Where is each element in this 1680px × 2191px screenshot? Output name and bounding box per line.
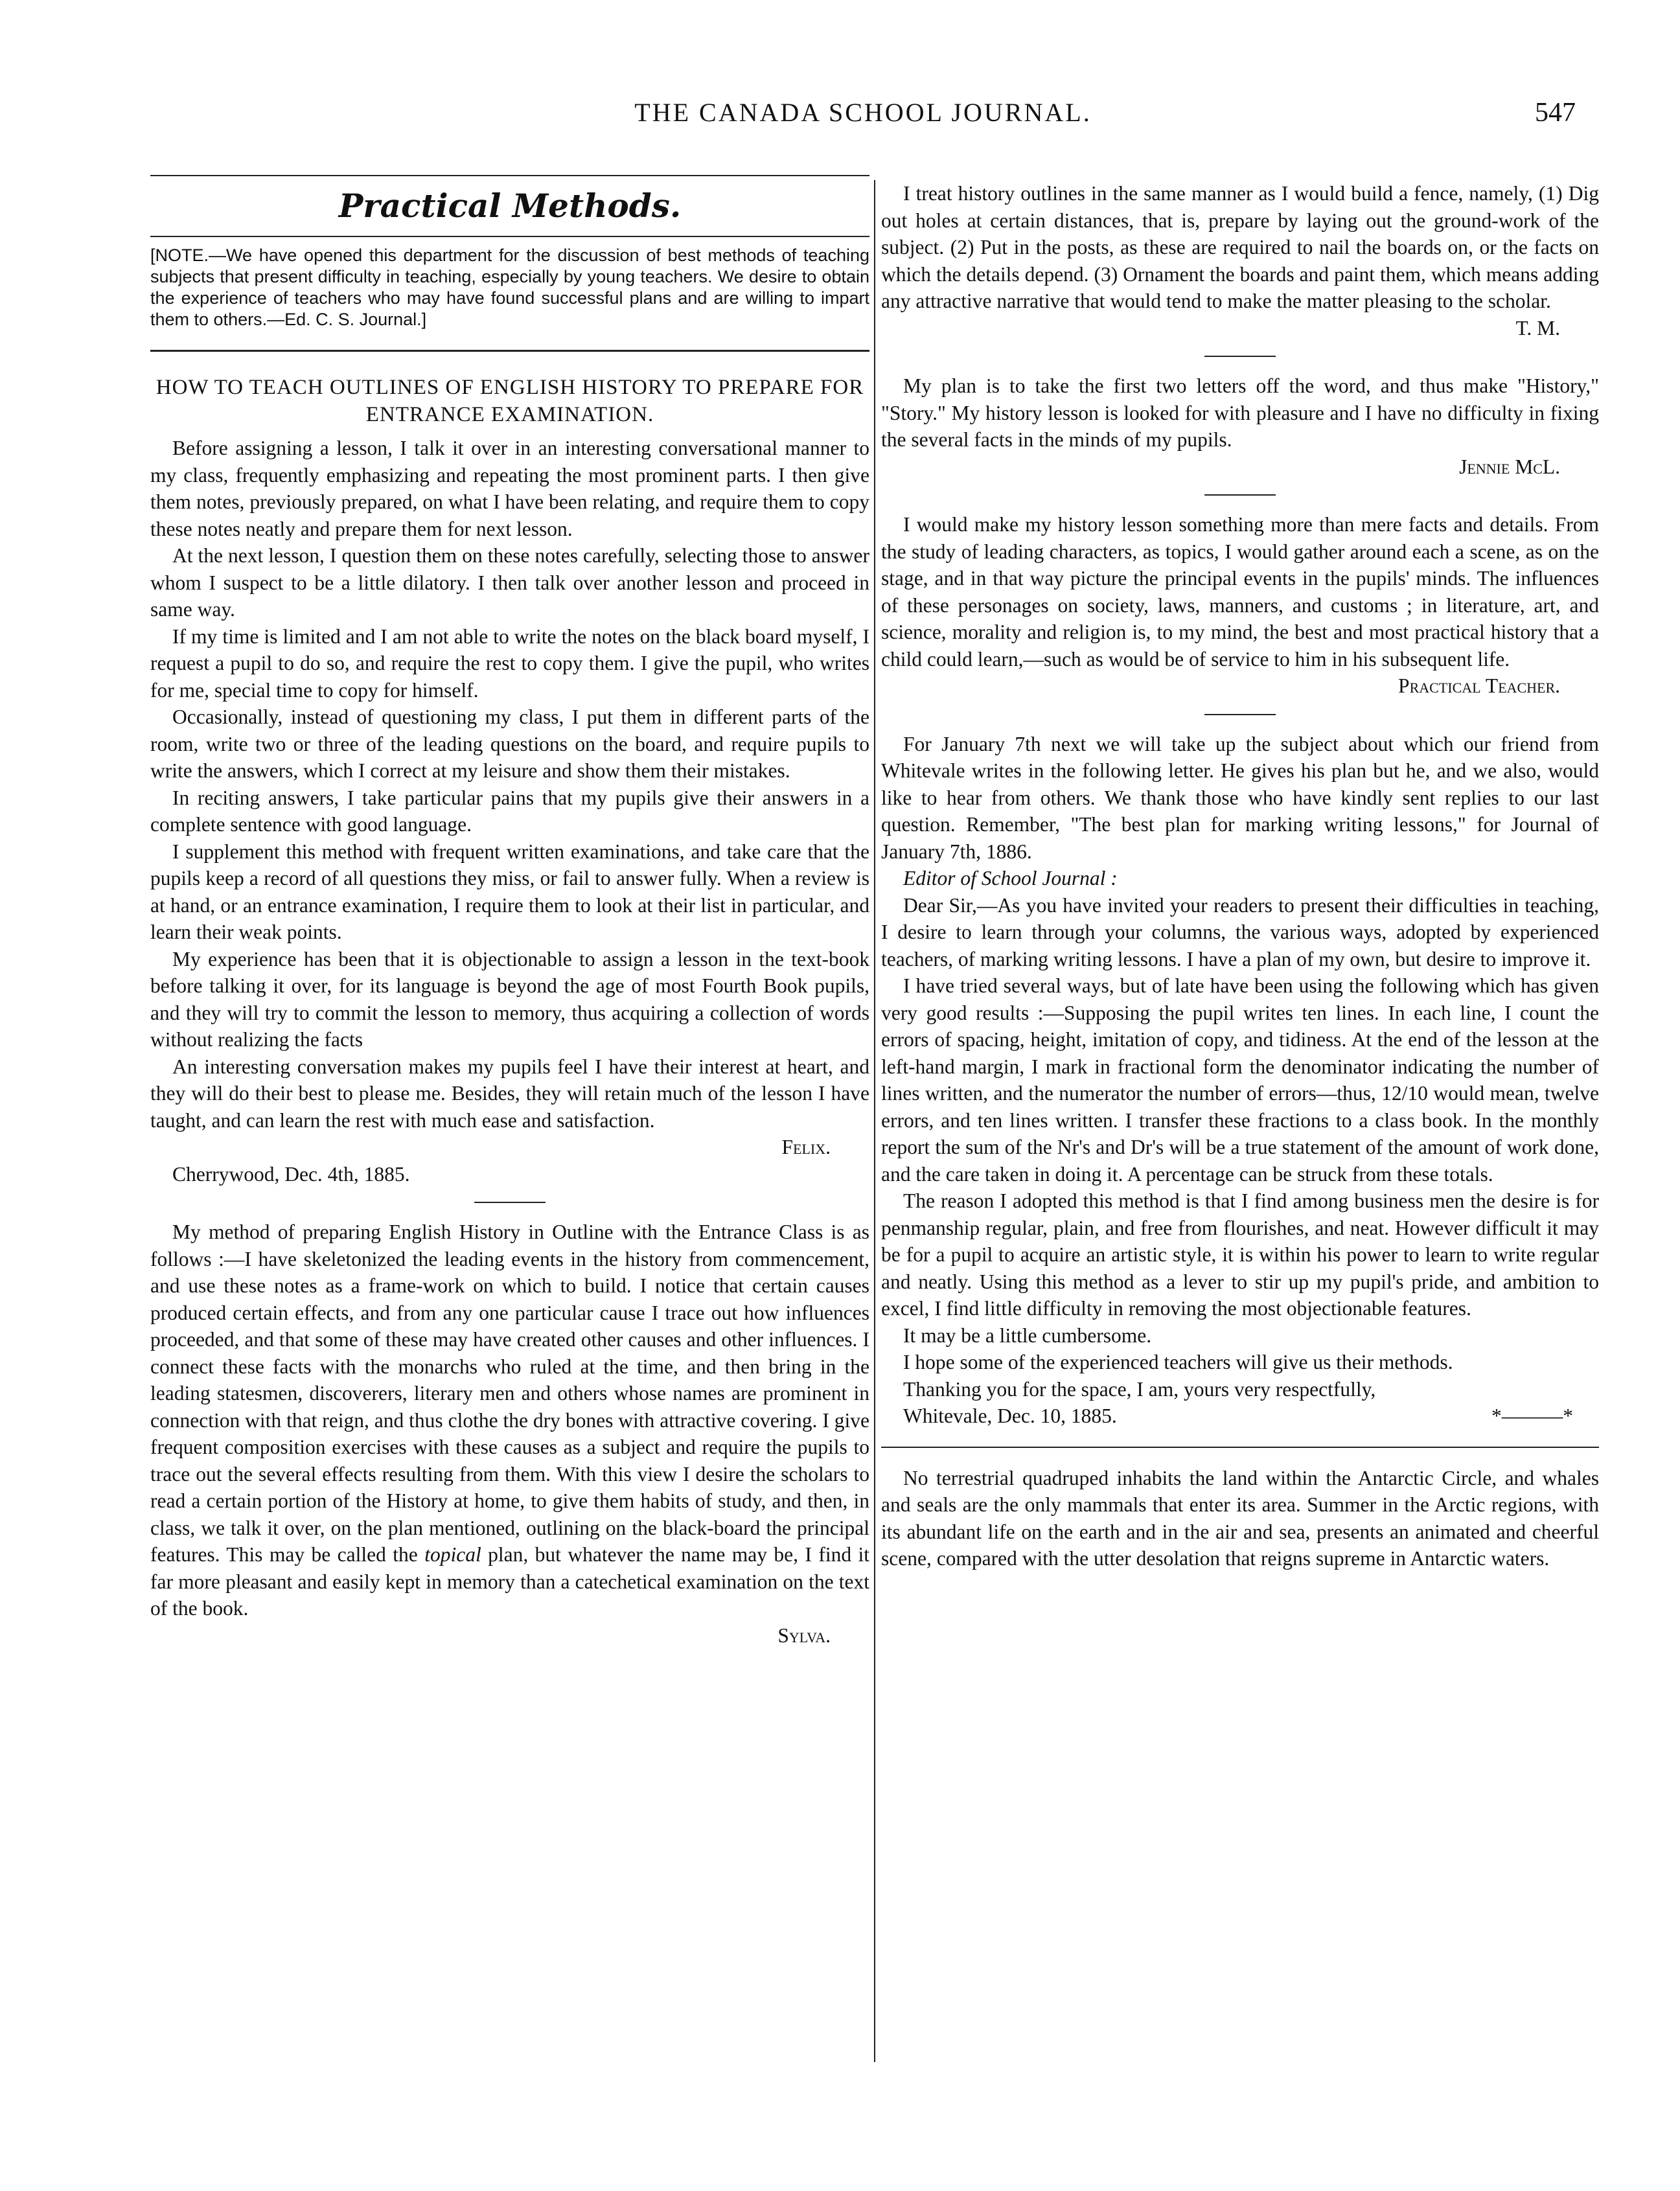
paragraph: For January 7th next we will take up the subject about which our friend from Whitevale writes in the following letter. He gives his plan but he, and we also, would like to hear from others. We thank those who have kindly sent replies to our last question. Remember, "The best plan for marking writing lessons," for Journal of January 7th, 1886. bbox=[881, 732, 1599, 863]
paragraph: Before assigning a lesson, I talk it over in an interesting conversational manner to my class, frequently emphasizing and repeating the most prominent parts. I then give them notes, previously prepared, on what I have been relating, and require them to copy these notes neatly and prepare them for next lesson. bbox=[150, 437, 869, 540]
paragraph: No terrestrial quadruped inhabits the land within the Antarctic Circle, and whales and seals are the only mammals that enter its area. Summer in the Arctic regions, with its abundant life on the earth and in the air and sea, presents an animated and cheerful scene, compared with the utter desolation that reigns supreme in Antarctic waters. bbox=[881, 1466, 1599, 1570]
paragraph: Dear Sir,—As you have invited your readers to present their difficulties in teaching, I desire to learn through your columns, the various ways, adopted by experienced teachers, of marking writing lessons. I have a plan of my own, but desire to improve it. bbox=[881, 893, 1599, 970]
signature: T. M. bbox=[1515, 316, 1560, 339]
journal-title: THE CANADA SCHOOL JOURNAL. bbox=[634, 98, 1092, 127]
paragraph: My plan is to take the first two letters off the word, and thus make "History," "Story." My history lesson is looked for with pleasure and I have no difficulty in fixing the several facts in the minds of my pupils. bbox=[881, 374, 1599, 451]
place-date: Cherrywood, Dec. 4th, 1885. bbox=[172, 1162, 410, 1186]
closing-line: Thanking you for the space, I am, yours very respectfully, bbox=[903, 1377, 1376, 1401]
signature: Practical Teacher. bbox=[1398, 674, 1560, 697]
paragraph: If my time is limited and I am not able to write the notes on the black board myself, I request a pupil to do so, and require the rest to copy them. I give the pupil, who writes for me, special time to copy for himself. bbox=[150, 625, 869, 702]
paragraph: I supplement this method with frequent written examinations, and take care that the pupils keep a record of all questions they miss, or fail to answer fully. When a review is at hand, or an entrance examination, I require them to look at their list in particular, and learn their weak points. bbox=[150, 840, 869, 943]
separator-rule bbox=[474, 1202, 546, 1203]
left-column bbox=[150, 180, 869, 1649]
signature: Sylva. bbox=[777, 1623, 831, 1647]
paragraph: Occasionally, instead of questioning my class, I put them in different parts of the room, write two or three of the leading questions on the board, and require pupils to write the answers, which I correct at my leisure and show them their mistakes. bbox=[150, 705, 869, 782]
paragraph: My experience has been that it is objectionable to assign a lesson in the text-book before talking it over, for its language is beyond the age of most Fourth Book pupils, and they will try to commit the lesson to memory, thus acquiring a collection of words without realizing the facts bbox=[150, 947, 869, 1051]
separator-rule bbox=[1204, 494, 1276, 496]
signature-stars: *———* bbox=[1491, 1405, 1573, 1427]
separator-rule bbox=[1204, 356, 1276, 357]
editor-salutation: Editor of School Journal : bbox=[903, 867, 1118, 889]
paragraph: It may be a little cumbersome. bbox=[903, 1324, 1152, 1347]
right-column bbox=[881, 180, 1599, 1572]
letter-signoff bbox=[881, 1403, 1599, 1430]
paragraph: I treat history outlines in the same manner as I would build a fence, namely, (1) Dig out holes at certain distances, that is, prepare by laying out the ground-work of the subject. (2) Put in the posts, as these are required to nail the boards on, or the facts on which the details depend. (3) Ornament the boards and paint them, which means adding any attractive narrative that would tend to make the matter pleasing to the scholar. bbox=[881, 182, 1599, 312]
article-title: HOW TO TEACH OUTLINES OF ENGLISH HISTORY TO PREPARE FOR ENTRANCE EXAMINATION. bbox=[155, 376, 864, 426]
paragraph: My method of preparing English History in Outline with the Entrance Class is as follows :—I have skeletonized the leading events in the history from commencement, and use these notes as a frame-work on which to build. I notice that certain causes produced certain effects, and from any one particular cause I trace out how influences proceeded, and that some of these may have created other causes and other influences. I connect these facts with the monarchs who ruled at the time, and then bring in the leading statesmen, discoverers, literary men and others whose names are prominent in connection with that reign, and thus clothe the dry bones with attractive covering. I give frequent composition exercises with these causes as a subject and require the pupils to trace out the several effects resulting from them. With this view I desire the scholars to read a certain portion of the History at home, to give them habits of study, and then, in class, we talk it over, on the plan mentioned, outlining on the black-board the principal features. This may be called the topical plan, but whatever the name may be, I find it far more pleasant and easily kept in memory than a catechetical examination on the text of the book. bbox=[150, 1221, 870, 1620]
title-rule bbox=[150, 236, 869, 237]
paragraph: I would make my history lesson something more than mere facts and details. From the study of leading characters, as topics, I would gather around each a scene, as on the stage, and in that way picture the principal events in the pupils' minds. The influences of these personages on society, laws, manners, and customs ; in literature, art, and science, morality and religion is, to my mind, the best and most practical history that a child could learn,—such as would be of service to him in his subsequent life. bbox=[881, 513, 1599, 671]
section-rule bbox=[150, 350, 869, 352]
signature: Felix. bbox=[781, 1136, 831, 1158]
column-divider bbox=[874, 180, 875, 2062]
department-title: Practical Methods. bbox=[338, 187, 682, 225]
paragraph: I have tried several ways, but of late have been using the following which has given very good results :—Supposing the pupil writes ten lines. In each line, I count the errors of spacing, height, imitation of copy, and tidiness. At the end of the lesson at the left-hand margin, I mark in fractional form the denominator indicating the number of lines written, and the numerator the number of errors—thus, 12/10 would mean, twelve errors, and ten lines written. I transfer these fractions to a class book. In the monthly report the sum of the Nr's and Dr's will be a true statement of the amount of work done, and the care taken in doing it. A percentage can be struck from these totals. bbox=[881, 974, 1599, 1186]
place-date: Whitevale, Dec. 10, 1885. bbox=[903, 1405, 1117, 1427]
paragraph: The reason I adopted this method is that I find among business men the desire is for penmanship regular, plain, and free from flourishes, and neat. However difficult it may be for a pupil to acquire an artistic style, it is within his power to learn to write regular and neatly. Using this method as a lever to stir up my pupil's pride, and ambition to excel, I find little difficulty in removing the most objectionable features. bbox=[881, 1189, 1599, 1320]
page-header bbox=[150, 97, 1576, 143]
paragraph: At the next lesson, I question them on these notes carefully, selecting those to answer whom I suspect to be a little dilatory. I then talk over another lesson and proceed in same way. bbox=[150, 544, 869, 621]
header-rule bbox=[150, 175, 869, 176]
paragraph: In reciting answers, I take particular pains that my pupils give their answers in a complete sentence with good language. bbox=[150, 786, 869, 836]
editor-note: [NOTE.—We have opened this department for the discussion of best methods of teaching subjects that present difficulty in teaching, especially by young teachers. We desire to obtain the experience of teachers who may have found successful plans and are willing to impart them to others.—Ed. C. S. Journal.] bbox=[150, 246, 869, 329]
paragraph: I hope some of the experienced teachers will give us their methods. bbox=[903, 1351, 1453, 1373]
section-rule bbox=[881, 1447, 1599, 1448]
separator-rule bbox=[1204, 714, 1276, 715]
signature: Jennie McL. bbox=[1459, 455, 1560, 478]
page-number: 547 bbox=[1535, 98, 1576, 128]
paragraph: An interesting conversation makes my pupils feel I have their interest at heart, and they will do their best to please me. Besides, they will retain much of the lesson I have taught, and can learn the rest with much ease and satisfaction. bbox=[150, 1055, 869, 1132]
